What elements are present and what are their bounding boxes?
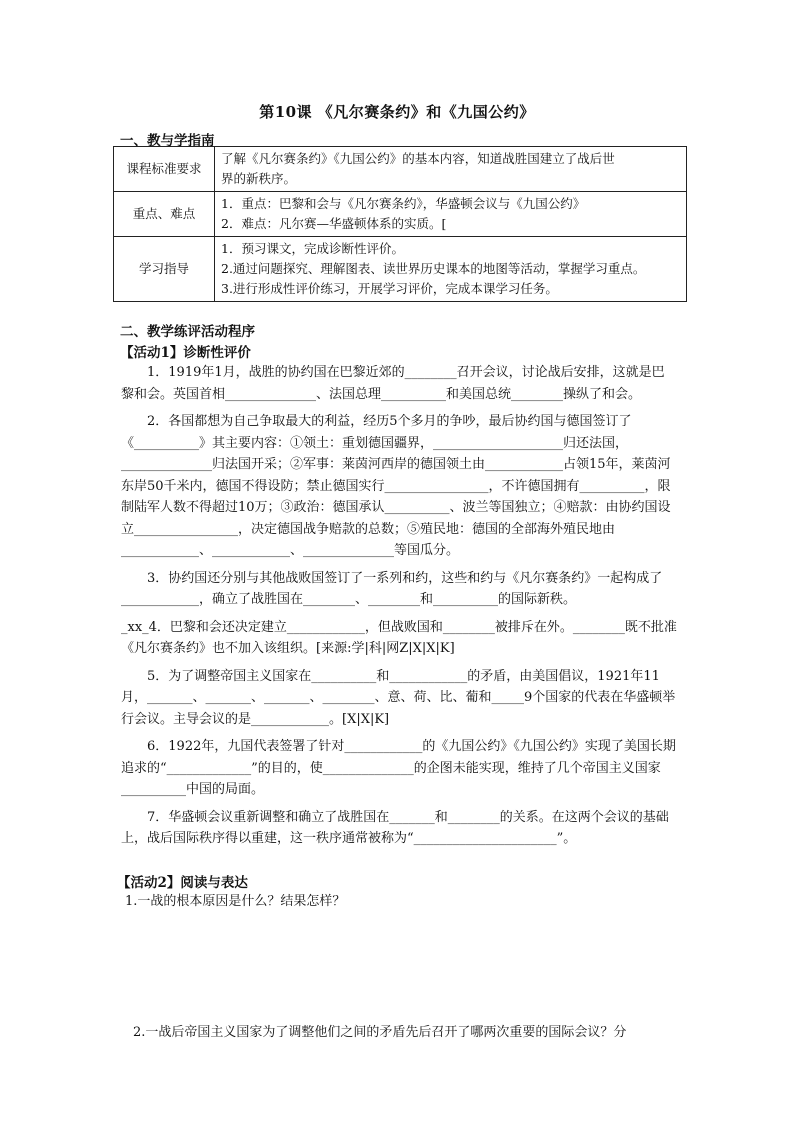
row-line: 1．预习课文，完成诊断性评价。 <box>221 241 404 256</box>
exercise-paragraph: 5．为了调整帝国主义国家在__________和____________的矛盾，由美国倡议，1921年11月，_______、_______、_______、________、意、荷、比、葡和_____9个国家的代表在华盛顿举行会议。主导会议的是____________。[X|X|K] <box>121 668 676 727</box>
row-content <box>215 192 687 237</box>
row-key: 重点、难点 <box>114 192 215 237</box>
page-title: 第10课 《凡尔赛条约》和《九国公约》 <box>259 103 535 121</box>
exercise-paragraph: 1．1919年1月，战胜的协约国在巴黎近郊的________召开会议，讨论战后安排，这就是巴黎和会。英国首相______________、法国总理__________和美国总统________操纵了和会。 <box>121 365 665 402</box>
guide-table <box>113 146 687 302</box>
section-1-heading: 一、教与学指南 <box>120 133 215 149</box>
exercise-paragraph: 7．华盛顿会议重新调整和确立了战胜国在_______和________的关系。在这两个会议的基础上，战后国际秩序得以重建，这一秩序通常被称为“______________________”。 <box>121 809 669 846</box>
activity-2-heading: 【活动2】阅读与表达 <box>117 875 248 891</box>
row-key: 学习指导 <box>114 237 215 302</box>
table-row <box>114 147 687 192</box>
row-line: 1．重点：巴黎和会与《凡尔赛条约》，华盛顿会议与《九国公约》 <box>221 196 586 211</box>
question-2: 2.一战后帝国主义国家为了调整他们之间的矛盾先后召开了哪两次重要的国际会议？分 <box>133 1025 627 1040</box>
exercise-paragraph: 3．协约国还分别与其他战败国签订了一系列和约，这些和约与《凡尔赛条约》一起构成了____________，确立了战胜国在________、________和__________的国际新秩。 <box>121 570 663 607</box>
activity-1-heading: 【活动1】诊断性评价 <box>120 345 251 361</box>
exercise-paragraph: _xx_4．巴黎和会还决定建立____________，但战败国和________被排斥在外。________既不批准《凡尔赛条约》也不加入该组织。[来源:学|科|网Z|X|X|K] <box>121 619 677 656</box>
exercise-paragraph: 6．1922年，九国代表签署了针对____________的《九国公约》《九国公约》实现了美国长期追求的“_____________”的目的，使______________的企图未能实现，维持了几个帝国主义国家__________中国的局面。 <box>121 739 676 797</box>
activity-1-body <box>121 362 677 856</box>
table-row <box>114 237 687 302</box>
row-line: 了解《凡尔赛条约》《九国公约》的基本内容，知道战胜国建立了战后世 <box>221 151 615 166</box>
section-2-heading: 二、教学练评活动程序 <box>120 324 255 340</box>
row-content <box>215 147 687 192</box>
row-line: 2．难点：凡尔赛—华盛顿体系的实质。[ <box>221 216 447 231</box>
row-line: 界的新秩序。 <box>221 171 297 186</box>
question-1: 1.一战的根本原因是什么？结果怎样？ <box>125 894 346 909</box>
exercise-paragraph: 2．各国都想为自己争取最大的利益，经历5个多月的争吵，最后协约国与德国签订了《__________》其主要内容：①领土：重划德国疆界，____________________归还法国，______________归法国开采；②军事：莱茵河西岸的德国领土由____________占领15年，莱茵河东岸50千米内，德国不得设防；禁止德国实行________________，不许德国拥有__________，限制陆军人数不得超过10万；③政治：德国承认__________、波兰等国独立；④赔款：由协约国设立________________，决定德国战争赔款的总数；⑤殖民地：德国的全部海外殖民地由____________、____________、______________等国瓜分。 <box>121 414 671 558</box>
row-key: 课程标准要求 <box>114 147 215 192</box>
row-line: 3.进行形成性评价练习，开展学习评价，完成本课学习任务。 <box>221 281 558 296</box>
row-line: 2.通过问题探究、理解图表、读世界历史课本的地图等活动，掌握学习重点。 <box>221 261 646 276</box>
row-content <box>215 237 687 302</box>
table-row <box>114 192 687 237</box>
